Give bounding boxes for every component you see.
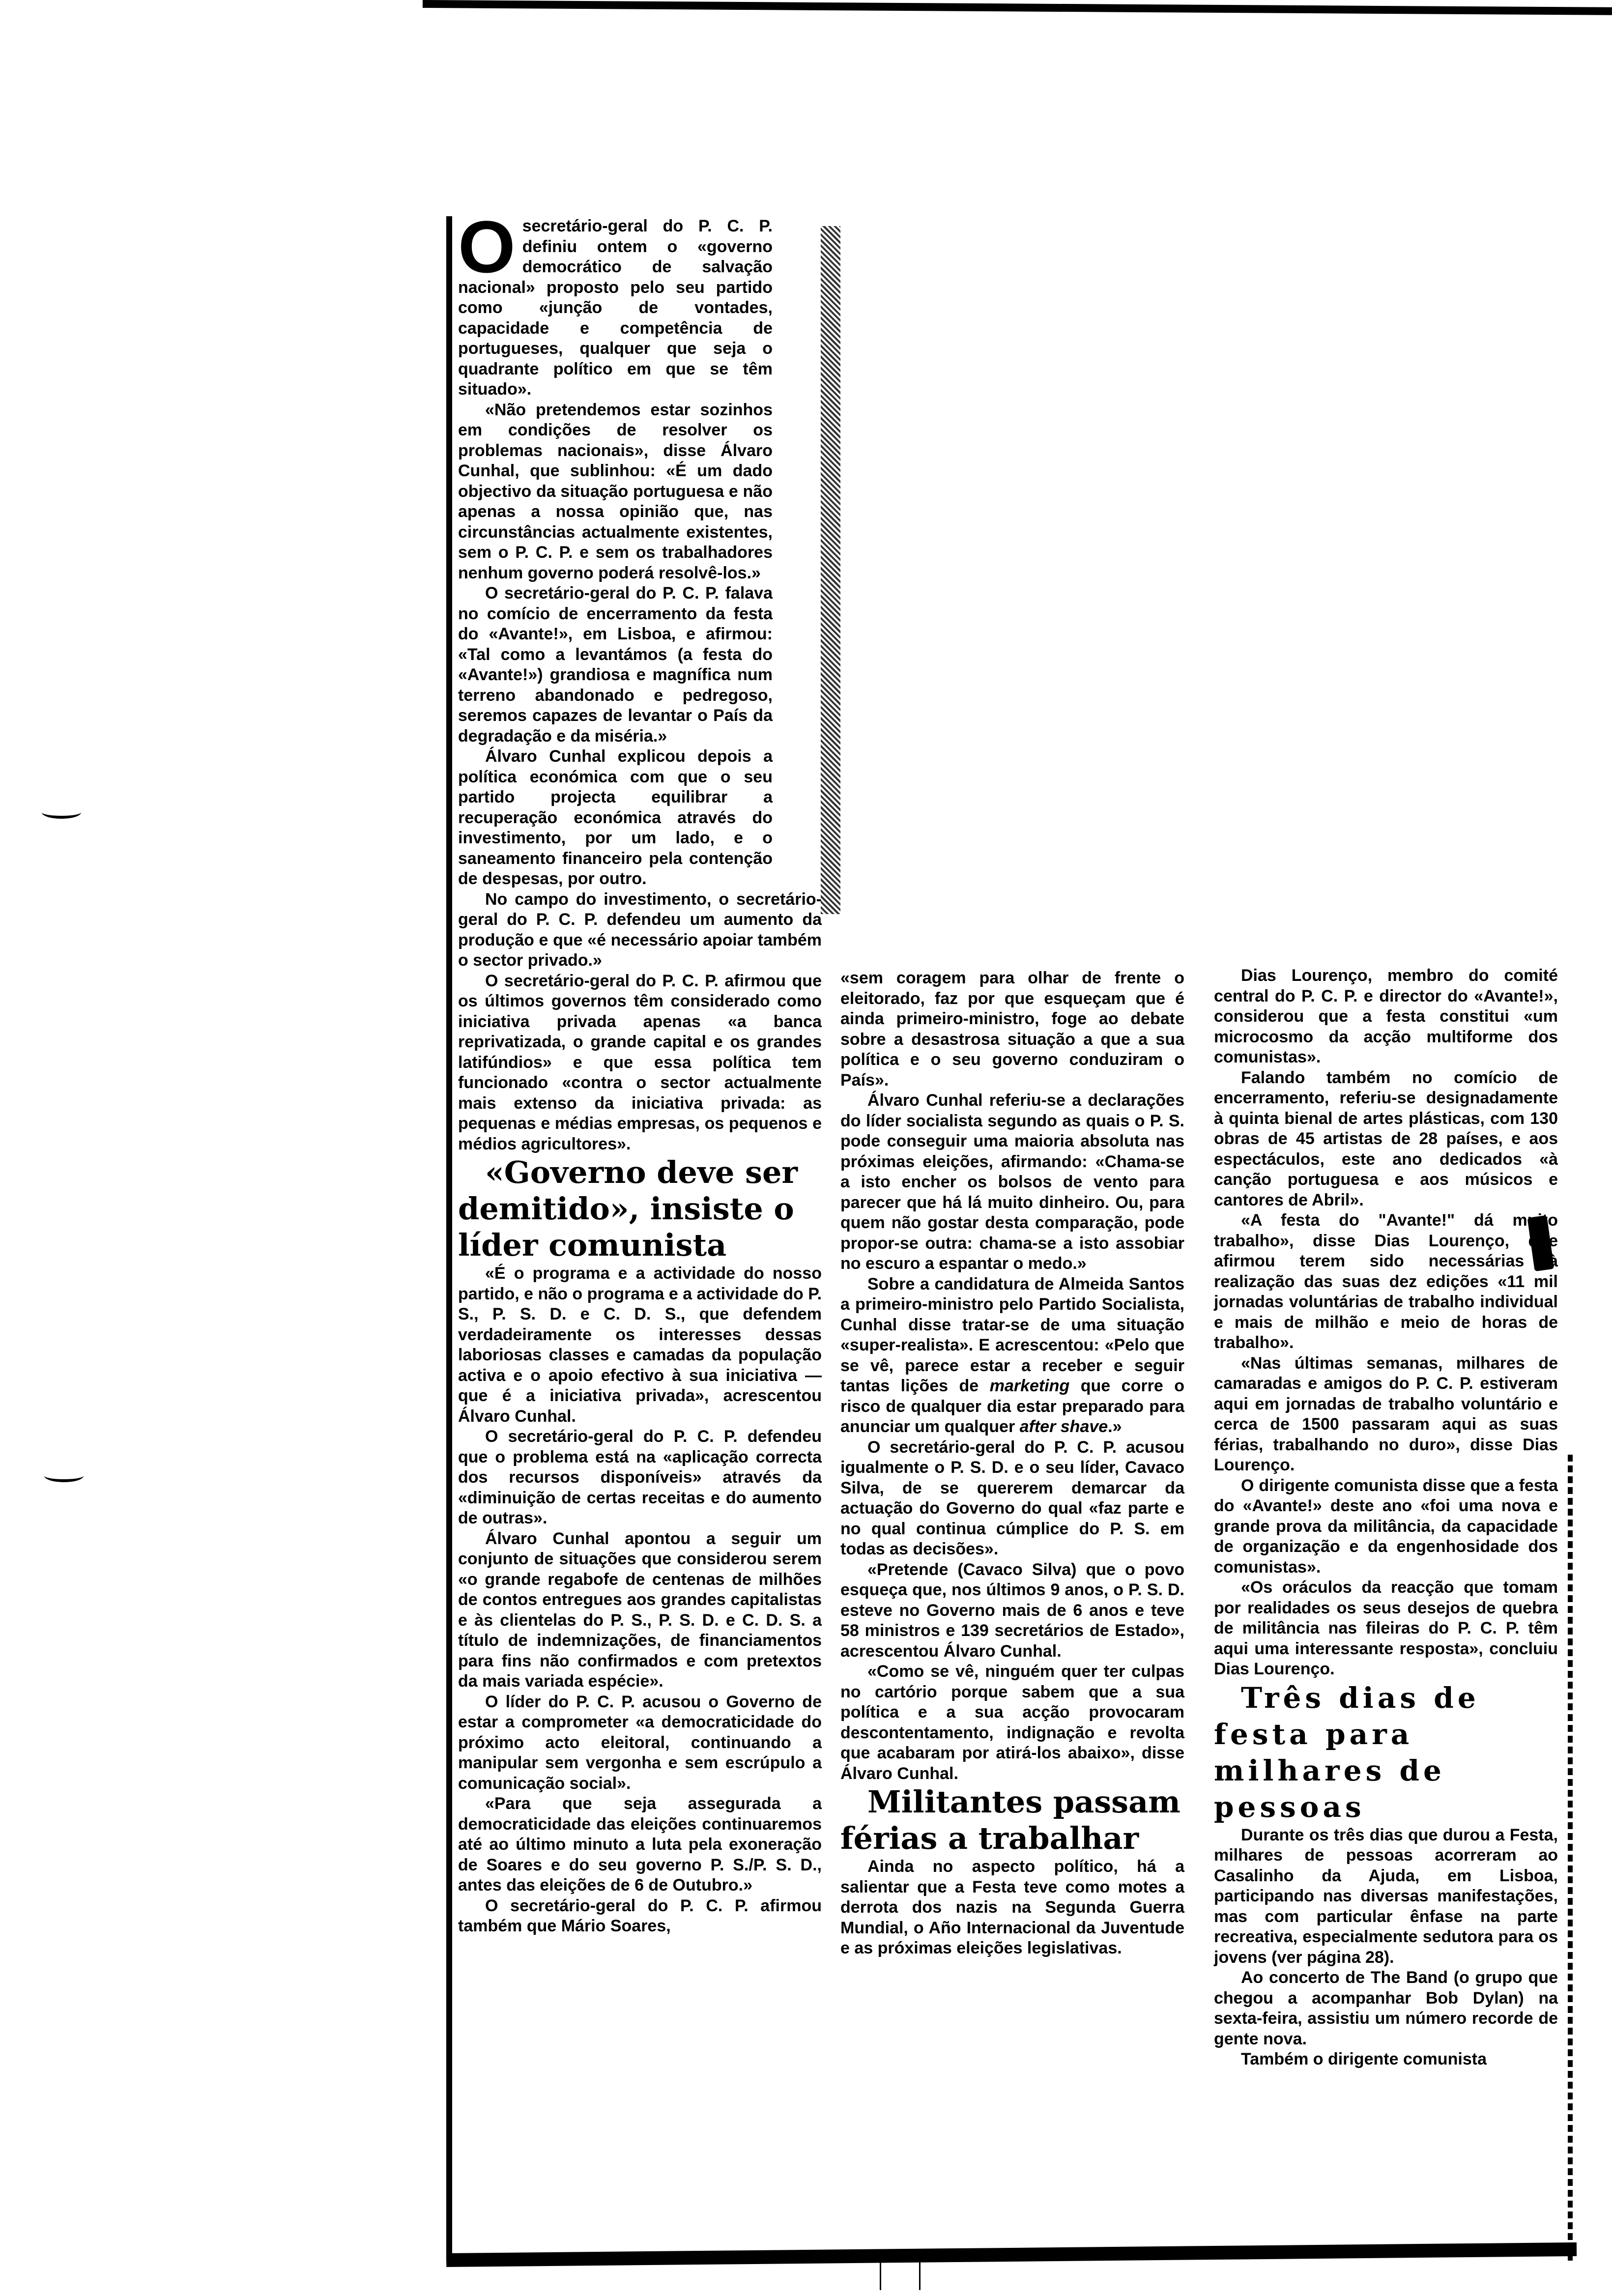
column-rule-left bbox=[446, 216, 452, 2261]
paragraph: Também o dirigente comunista bbox=[1241, 2050, 1487, 2068]
subheadline-militantes: Militantes passam férias a trabalhar bbox=[840, 1784, 1180, 1856]
subheadline-tres-dias: Três dias de festa para milhares de pessoas bbox=[1214, 1681, 1480, 1824]
paragraph: «Não pretendemos estar sozinhos em condições de resolver os problemas nacionais», disse Álvaro Cunhal, que sublinhou: «É um dado objectivo da situação portuguesa e não apenas a nossa opinião que, nas circunstâncias actualmente existentes, sem o P. C. P. e sem os trabalhadores nenhum governo poderá resolvê-los.» bbox=[458, 400, 773, 582]
scan-top-edge bbox=[423, 0, 1612, 15]
paragraph: O secretário-geral do P. C. P. acusou igualmente o P. S. D. e o seu líder, Cavaco Silva, de se quererem demarcar da actuação do Governo do qual «faz parte e no qual continua cúmplice do P. S. em todas as decisões». bbox=[840, 1437, 1184, 1558]
paragraph: O secretário-geral do P. C. P. afirmou que os últimos governos têm considerado como iniciativa privada apenas «a banca reprivatizada, o grande capital e os grandes latifúndios» e que essa política tem funcionado «contra o sector actualmente mais extenso da iniciativa privada: as pequenas e médias empresas, os pequenos e médios agricultores». bbox=[458, 971, 822, 1153]
paragraph: O dirigente comunista disse que a festa do «Avante!» deste ano «foi uma nova e grande prova da militância, da capacidade de organização e da engenhosidade dos comunistas». bbox=[1214, 1476, 1558, 1577]
paragraph: «A festa do "Avante!" dá muito trabalho», disse Dias Lourenço, que afirmou terem sido necessárias à realização das suas dez edições «11 mil jornadas voluntárias de trabalho individual e mais de milhão e meio de horas de trabalho». bbox=[1214, 1211, 1558, 1352]
clipping-bottom-border bbox=[446, 2242, 1577, 2267]
article-column-1 bbox=[458, 205, 822, 1937]
punch-hole-mark bbox=[42, 806, 81, 819]
lead-paragraph: Osecretário-geral do P. C. P. definiu ontem o «governo democrático de salvação nacional» proposto pelo seu partido como «junção de vontades, capacidade e competência de portugueses, qualquer que seja o quadrante político em que se têm situado». bbox=[458, 205, 773, 399]
paragraph: O líder do P. C. P. acusou o Governo de estar a comprometer «a democraticidade do próximo acto eleitoral, continuando a manipular sem vergonha e sem escrúpulo a comunicação social». bbox=[458, 1692, 822, 1793]
paragraph: «sem coragem para olhar de frente o eleitorado, faz por que esqueçam que é ainda primeiro-ministro, foge ao debate sobre a desastrosa situação a que a sua política e o seu governo conduziram o País». bbox=[840, 969, 1184, 1090]
drop-cap: O bbox=[458, 205, 516, 288]
paragraph: Ao concerto de The Band (o grupo que chegou a acompanhar Bob Dylan) na sexta-feira, assistiu um número recorde de gente nova. bbox=[1214, 1968, 1558, 2048]
paragraph: No campo do investimento, o secretário-geral do P. C. P. defendeu um aumento da produção e que «é necessário apoiar também o sector privado.» bbox=[458, 890, 822, 970]
paragraph: «Como se vê, ninguém quer ter culpas no cartório porque sabem que a sua política e a sua acção provocaram descontentamento, indignação e revolta que acabaram por atirá-los abaixo», disse Álvaro Cunhal. bbox=[840, 1662, 1184, 1783]
paragraph: Álvaro Cunhal apontou a seguir um conjunto de situações que considerou serem «o grande regabofe de centenas de milhões de contos entregues aos grandes capitalistas e às clientelas do P. S., P. S. D. e C. D. S. a título de indemnizações, de financiamentos para fins não confirmados e com pretextos da mais variada espécie». bbox=[458, 1529, 822, 1691]
paragraph: Álvaro Cunhal explicou depois a política económica com que o seu partido projecta equilibrar a recuperação económica através do investimento, por um lado, e o saneamento financeiro pela contenção de despesas, por outro. bbox=[458, 747, 773, 888]
paragraph: «Os oráculos da reacção que tomam por realidades os seus desejos de quebra de militância nas fileiras do P. C. P. têm aqui uma interessante resposta», concluiu Dias Lourenço. bbox=[1214, 1578, 1558, 1678]
paragraph: O secretário-geral do P. C. P. defendeu que o problema está na «aplicação correcta dos recursos disponíveis» através da «diminuição de certas receitas e do aumento de outras». bbox=[458, 1427, 822, 1527]
subheadline-governo: «Governo deve ser demitido», insiste o líder comunista bbox=[458, 1154, 798, 1263]
article-column-3 bbox=[1214, 966, 1558, 2070]
article-column-2 bbox=[840, 968, 1184, 1959]
paragraph: «É o programa e a actividade do nosso partido, e não o programa e a actividade do P. S., P. S. D. e C. D. S., que defendem verdadeiramente os interesses dessas laboriosas classes e camadas da população activa e o apoio efectivo à sua iniciativa — que é a iniciativa privada», acrescentou Álvaro Cunhal. bbox=[458, 1264, 822, 1426]
paragraph: «Para que seja assegurada a democraticidade das eleições continuaremos até ao último minuto a luta pela exoneração de Soares e do seu governo P. S./P. S. D., antes das eleições de 6 de Outubro.» bbox=[458, 1794, 822, 1894]
paragraph: Falando também no comício de encerramento, referiu-se designadamente à quinta bienal de artes plásticas, com 130 obras de 45 artistas de 28 países, e aos espectáculos, este ano dedicados «à canção portuguesa e aos músicos e cantores de Abril». bbox=[1214, 1068, 1558, 1209]
paragraph: Sobre a candidatura de Almeida Santos a primeiro-ministro pelo Partido Socialista, Cunhal disse tratar-se de uma situação «super-realista». E acrescentou: «Pelo que se vê, parece estar a receber e seguir tantas lições de marketing que corre o risco de qualquer dia estar preparado para anunciar um qualquer after shave.» bbox=[840, 1274, 1184, 1436]
paragraph: Álvaro Cunhal referiu-se a declarações do líder socialista segundo as quais o P. S. pode conseguir uma maioria absoluta nas próximas eleições, afirmando: «Chama-se a isto encher os bolsos de vento para parecer que há lá muito dinheiro. Ou, para quem não gostar desta comparação, pode propor-se outra: chama-se a isto assobiar no escuro a espantar o medo.» bbox=[840, 1091, 1184, 1273]
paragraph: Dias Lourenço, membro do comité central do P. C. P. e director do «Avante!», considerou que a festa constitui «um microcosmo da acção multiforme dos comunistas». bbox=[1214, 966, 1558, 1066]
paragraph: Ainda no aspecto político, há a salientar que a Festa teve como motes a derrota dos nazis na Segunda Guerra Mundial, o Año Internacional da Juventude e as próximas eleições legislativas. bbox=[840, 1857, 1184, 1957]
paragraph: O secretário-geral do P. C. P. afirmou também que Mário Soares, bbox=[458, 1896, 822, 1935]
paragraph: «Pretende (Cavaco Silva) que o povo esqueça que, nos últimos 9 anos, o P. S. D. esteve no Governo mais de 6 anos e teve 58 ministros e 139 secretários de Estado», acrescentou Álvaro Cunhal. bbox=[840, 1560, 1184, 1661]
paragraph: O secretário-geral do P. C. P. falava no comício de encerramento da festa do «Avante!», em Lisboa, e afirmou: «Tal como a levantámos (a festa do «Avante!») grandiosa e magnífica num terreno abandonado e pedregoso, seremos capazes de levantar o País da degradação e da miséria.» bbox=[458, 584, 773, 746]
paragraph: Durante os três dias que durou a Festa, milhares de pessoas acorreram ao Casalinho da Ajuda, em Lisboa, participando nas diversas manifestações, mas com particular ênfase na parte recreativa, especialmente sedutora para os jovens (ver página 28). bbox=[1214, 1825, 1558, 1967]
newspaper-clipping bbox=[437, 206, 1578, 2275]
column-rule-right bbox=[1568, 1455, 1573, 2261]
halftone-strip bbox=[821, 226, 840, 914]
punch-hole-mark bbox=[44, 1469, 84, 1482]
paragraph: «Nas últimas semanas, milhares de camaradas e amigos do P. C. P. estiveram aqui em jornadas de trabalho voluntário e cerca de 1500 passaram aqui as suas férias, trabalhando no duro», disse Dias Lourenço. bbox=[1214, 1353, 1558, 1474]
